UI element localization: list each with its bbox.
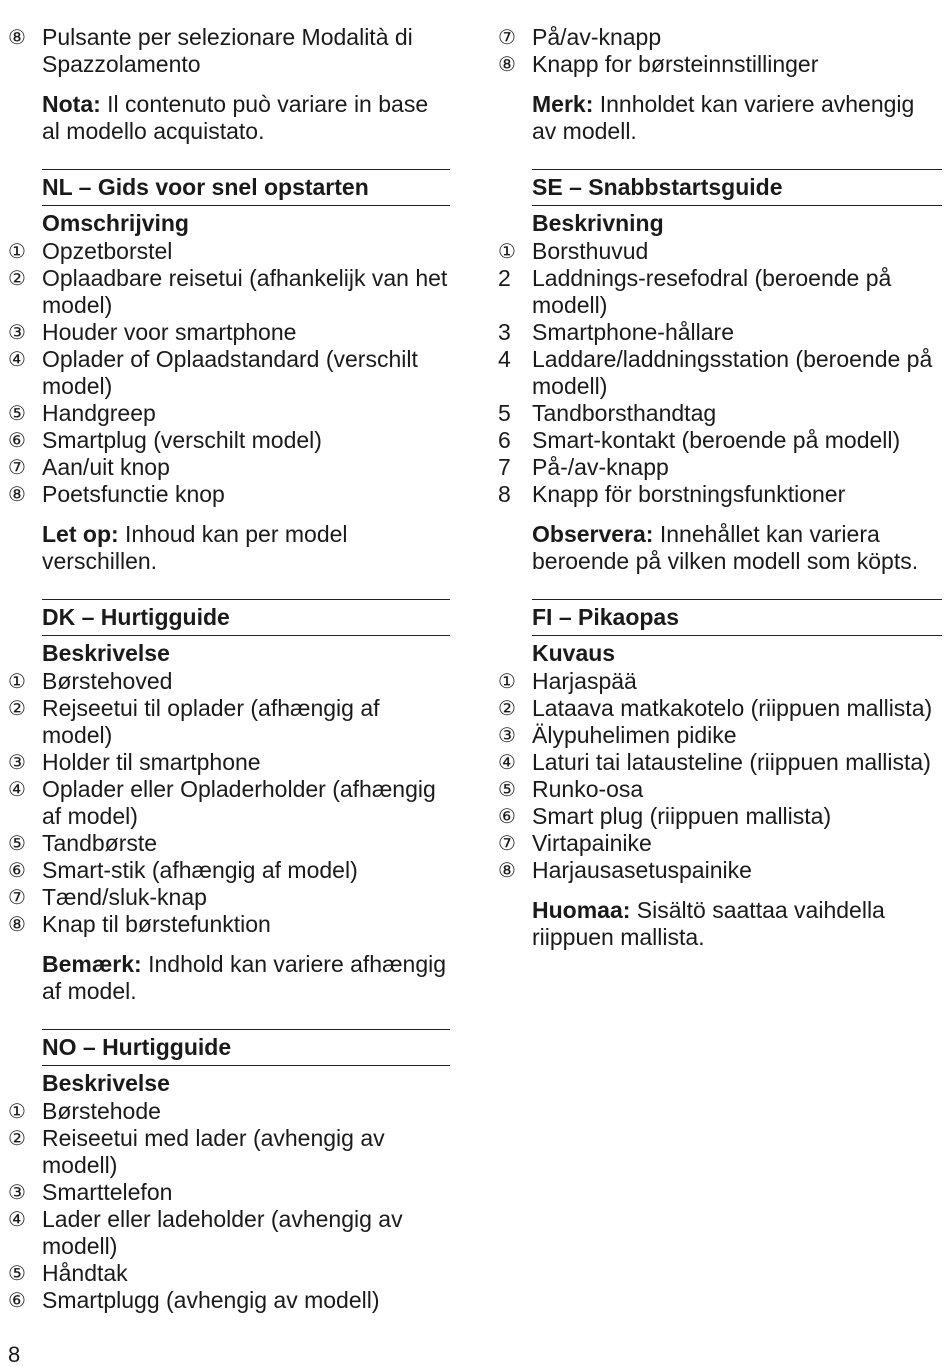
item-number: ① (8, 669, 26, 693)
list-item (498, 695, 942, 722)
item-list (498, 238, 942, 508)
item-text: Handgreep (42, 400, 156, 426)
item-list (8, 1098, 450, 1314)
list-item (498, 24, 942, 51)
item-number: ③ (498, 723, 516, 747)
right-column (498, 24, 942, 951)
section-subtitle: Omschrijving (42, 210, 189, 236)
list-item (8, 454, 450, 481)
item-number: ④ (8, 347, 26, 371)
item-number: ④ (8, 1207, 26, 1231)
item-number: ① (8, 239, 26, 263)
item-text: Laturi tai latausteline (riippuen mallista) (532, 749, 931, 775)
note-text: Sisältö saattaa vaihdella riippuen mallista. (532, 897, 885, 950)
item-number: ⑧ (8, 912, 26, 936)
list-item (8, 1125, 450, 1179)
section-subtitle: Beskrivelse (42, 1070, 170, 1096)
item-text: Poetsfunctie knop (42, 481, 225, 507)
item-number: 3 (498, 319, 511, 345)
note-label: Bemærk: (42, 951, 142, 977)
item-text: Knap til børstefunktion (42, 911, 271, 937)
list-item (498, 857, 942, 884)
note (42, 951, 450, 1005)
item-text: Opzetborstel (42, 238, 173, 264)
language-section (498, 169, 942, 575)
language-section (498, 599, 942, 951)
list-item (498, 427, 942, 454)
item-number: ⑥ (8, 428, 26, 452)
section-title: DK – Hurtigguide (42, 599, 450, 636)
left-column (8, 24, 450, 1314)
list-item (498, 803, 942, 830)
item-list (498, 668, 942, 884)
note (42, 91, 450, 145)
section-title: NO – Hurtigguide (42, 1029, 450, 1066)
list-item (498, 749, 942, 776)
item-text: Harjausasetuspainike (532, 857, 752, 883)
note (532, 521, 942, 575)
list-item (8, 481, 450, 508)
item-text: Tandbørste (42, 830, 158, 856)
section-subtitle: Beskrivning (532, 210, 664, 236)
item-number: ② (8, 266, 26, 290)
item-number: 2 (498, 265, 511, 291)
note-text: Innholdet kan variere avhengig av modell. (532, 91, 915, 144)
item-text: Pulsante per selezionare Modalità di Spazzolamento (42, 24, 413, 77)
item-text: Lader eller ladeholder (avhengig av modell) (42, 1206, 403, 1259)
list-item (8, 668, 450, 695)
item-number: ③ (8, 320, 26, 344)
item-text: Smartplugg (avhengig av modell) (42, 1287, 380, 1313)
item-number: 7 (498, 454, 511, 480)
list-item (8, 911, 450, 938)
item-text: Oplaadbare reisetui (afhankelijk van het model) (42, 265, 448, 318)
list-item (8, 265, 450, 319)
list-item (498, 51, 942, 78)
item-text: Smartplug (verschilt model) (42, 427, 322, 453)
list-item (8, 1206, 450, 1260)
item-text: Holder til smartphone (42, 749, 261, 775)
item-number: ② (498, 696, 516, 720)
item-text: Smart plug (riippuen mallista) (532, 803, 832, 829)
item-number: ⑤ (8, 831, 26, 855)
list-item (498, 830, 942, 857)
note (532, 91, 942, 145)
item-text: Reiseetui med lader (avhengig av modell) (42, 1125, 385, 1178)
item-number: ⑦ (498, 25, 516, 49)
note-text: Innehållet kan variera beroende på vilken modell som köpts. (532, 521, 919, 574)
item-list (8, 238, 450, 508)
language-section (8, 599, 450, 1005)
item-number: ⑦ (498, 831, 516, 855)
list-item (8, 695, 450, 749)
list-item (8, 319, 450, 346)
item-text: På-/av-knapp (532, 454, 669, 480)
language-section (8, 1029, 450, 1314)
item-text: Oplader eller Opladerholder (afhængig af model) (42, 776, 436, 829)
item-text: Laddare/laddningsstation (beroende på modell) (532, 346, 933, 399)
item-number: ① (8, 1099, 26, 1123)
item-text: Harjaspää (532, 668, 637, 694)
list-item (498, 776, 942, 803)
item-text: Houder voor smartphone (42, 319, 297, 345)
note-text: Inhoud kan per model verschillen. (42, 521, 348, 574)
item-number: ③ (8, 1180, 26, 1204)
list-item (498, 400, 942, 427)
item-text: Virtapainike (532, 830, 652, 856)
list-item (8, 1179, 450, 1206)
list-item (8, 749, 450, 776)
list-item (498, 238, 942, 265)
item-text: Smart-kontakt (beroende på modell) (532, 427, 901, 453)
note (42, 521, 450, 575)
item-list (8, 668, 450, 938)
item-number: ⑧ (498, 52, 516, 76)
list-item (8, 1287, 450, 1314)
item-text: Tænd/sluk-knap (42, 884, 207, 910)
note-text: Il contenuto può variare in base al modello acquistato. (42, 91, 429, 144)
note (532, 897, 942, 951)
item-number: ① (498, 239, 516, 263)
item-number: 6 (498, 427, 511, 453)
item-text: Knapp for børsteinnstillinger (532, 51, 819, 77)
note-label: Huomaa: (532, 897, 631, 923)
list-item (8, 1260, 450, 1287)
item-text: Borsthuvud (532, 238, 649, 264)
item-text: Älypuhelimen pidike (532, 722, 737, 748)
list-item (8, 884, 450, 911)
item-number: ⑧ (498, 858, 516, 882)
section-subtitle: Kuvaus (532, 640, 616, 666)
list-item (498, 668, 942, 695)
item-list (8, 24, 450, 78)
item-text: Smart-stik (afhængig af model) (42, 857, 358, 883)
item-number: ② (8, 1126, 26, 1150)
item-text: Håndtak (42, 1260, 128, 1286)
list-item (8, 830, 450, 857)
item-number: ④ (498, 750, 516, 774)
item-text: Knapp för borstningsfunktioner (532, 481, 846, 507)
item-number: ⑤ (498, 777, 516, 801)
section-title: SE – Snabbstartsguide (532, 169, 942, 206)
note-label: Let op: (42, 521, 119, 547)
note-label: Merk: (532, 91, 594, 117)
item-number: ⑥ (8, 1288, 26, 1312)
note-label: Observera: (532, 521, 654, 547)
item-text: Lataava matkakotelo (riippuen mallista) (532, 695, 933, 721)
item-number: ⑤ (8, 401, 26, 425)
item-number: ② (8, 696, 26, 720)
item-text: Rejseetui til oplader (afhængig af model) (42, 695, 380, 748)
list-item (8, 776, 450, 830)
list-item (8, 1098, 450, 1125)
item-text: Børstehoved (42, 668, 173, 694)
item-number: 4 (498, 346, 511, 372)
item-number: 8 (498, 481, 511, 507)
item-number: ⑥ (8, 858, 26, 882)
item-text: Runko-osa (532, 776, 644, 802)
section-title: NL – Gids voor snel opstarten (42, 169, 450, 206)
item-text: På/av-knapp (532, 24, 662, 50)
section-title: FI – Pikaopas (532, 599, 942, 636)
list-item (498, 481, 942, 508)
item-list (498, 24, 942, 78)
item-text: Børstehode (42, 1098, 161, 1124)
item-number: ① (498, 669, 516, 693)
note-text: Indhold kan variere afhængig af model. (42, 951, 447, 1004)
item-text: Smarttelefon (42, 1179, 173, 1205)
note-label: Nota: (42, 91, 101, 117)
item-number: ④ (8, 777, 26, 801)
list-item (8, 24, 450, 78)
item-number: ⑤ (8, 1261, 26, 1285)
item-text: Aan/uit knop (42, 454, 170, 480)
language-section (8, 169, 450, 575)
item-text: Laddnings-resefodral (beroende på modell) (532, 265, 892, 318)
list-item (8, 400, 450, 427)
list-item (8, 427, 450, 454)
page-number: 8 (8, 1342, 21, 1367)
section-subtitle: Beskrivelse (42, 640, 170, 666)
item-number: ⑧ (8, 482, 26, 506)
list-item (498, 454, 942, 481)
item-number: ⑧ (8, 25, 26, 49)
item-text: Tandborsthandtag (532, 400, 717, 426)
item-number: 5 (498, 400, 511, 426)
list-item (498, 346, 942, 400)
list-item (498, 722, 942, 749)
list-item (8, 857, 450, 884)
list-item (8, 346, 450, 400)
list-item (498, 265, 942, 319)
item-number: ③ (8, 750, 26, 774)
item-number: ⑦ (8, 455, 26, 479)
item-text: Oplader of Oplaadstandard (verschilt model) (42, 346, 418, 399)
item-number: ⑥ (498, 804, 516, 828)
item-text: Smartphone-hållare (532, 319, 735, 345)
list-item (498, 319, 942, 346)
list-item (8, 238, 450, 265)
item-number: ⑦ (8, 885, 26, 909)
